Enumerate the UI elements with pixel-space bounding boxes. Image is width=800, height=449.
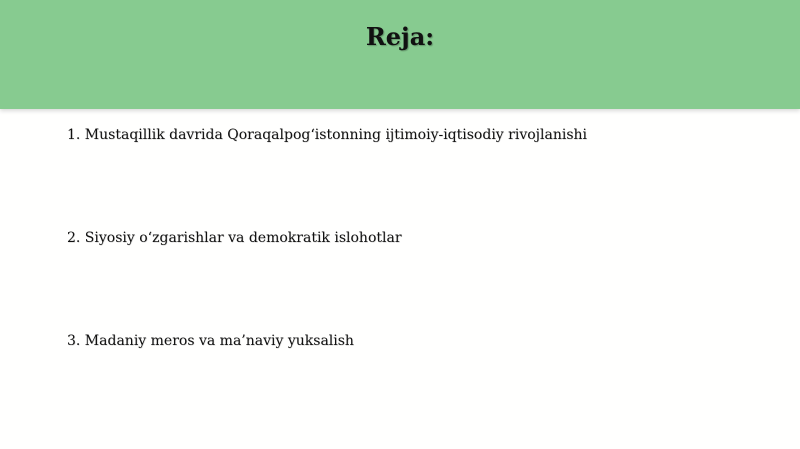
plan-item-2: 2. Siyosiy o‘zgarishlar va demokratik islohotlar [67, 230, 402, 246]
plan-item-3: 3. Madaniy meros va ma’naviy yuksalish [67, 333, 354, 349]
slide-title: Reja: [365, 22, 435, 51]
plan-item-1: 1. Mustaqillik davrida Qoraqalpog‘istonning ijtimoiy-iqtisodiy rivojlanishi [67, 127, 588, 143]
header-band [0, 0, 800, 109]
